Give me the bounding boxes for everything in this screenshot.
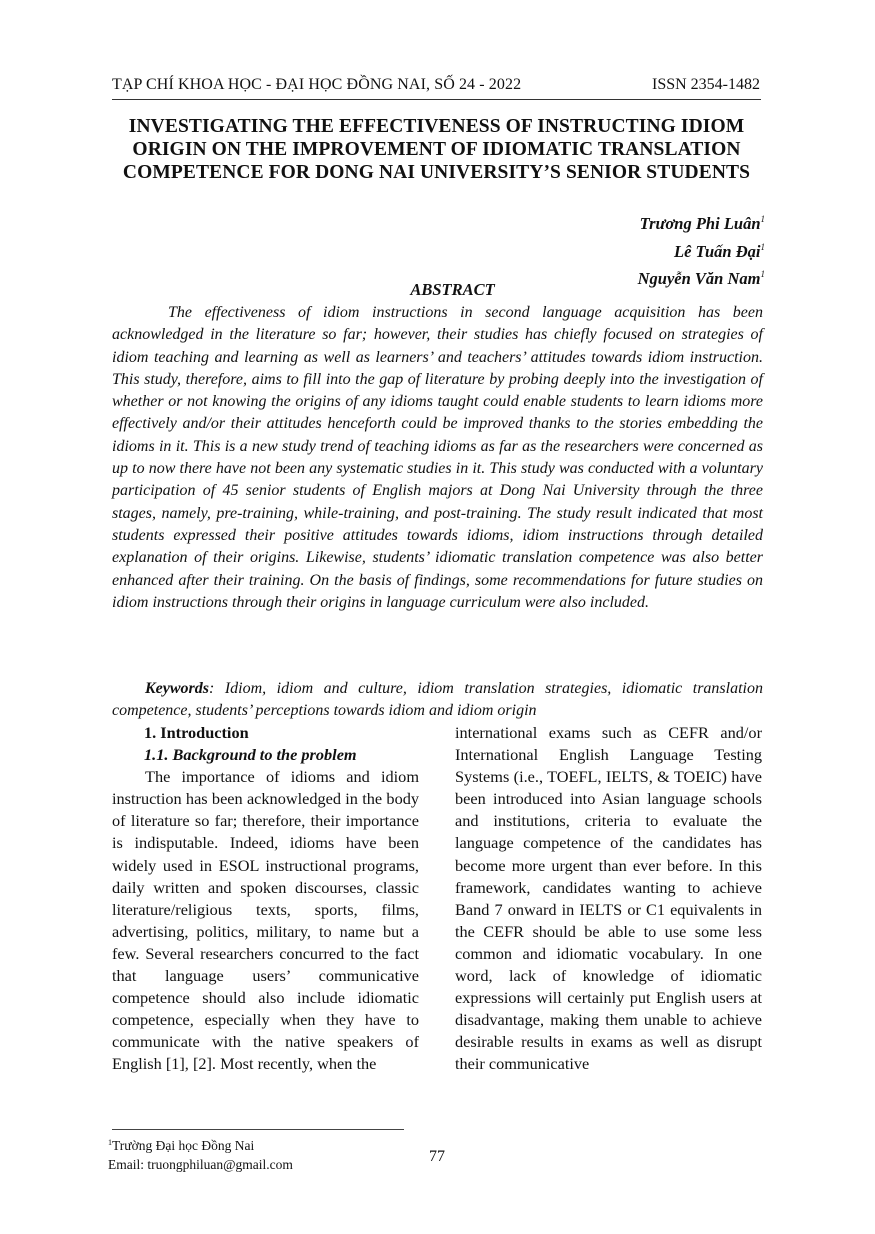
- header-divider: [112, 99, 761, 100]
- author-email: Email: truongphiluan@gmail.com: [108, 1157, 293, 1172]
- keywords-label: Keywords: [145, 680, 209, 697]
- body-paragraph-continued: international exams such as CEFR and/or International English Language Testing Systems (i.e., TOEFL, IELTS, & TOEIC) have been introduced into Asian language schools and institutions, criteria to evaluate the language competence of the candidates has become more urgent than ever before. In this framework, candidates wanting to achieve Band 7 onward in IELTS or C1 equivalents in the CEFR should be able to use some less common and idiomatic vocabulary. In one word, lack of knowledge of idiomatic expressions will certainly put English users at disadvantage, making them unable to achieve desirable results in exams as well as disrupt their communicative: [455, 723, 762, 1074]
- author-affiliation-mark: 1: [760, 269, 765, 279]
- abstract-heading: ABSTRACT: [410, 280, 495, 299]
- section-heading: 1. Introduction: [144, 723, 249, 742]
- journal-name: TẠP CHÍ KHOA HỌC - ĐẠI HỌC ĐỒNG NAI, SỐ 24 - 2022: [112, 76, 522, 93]
- running-header: [112, 76, 760, 100]
- body-column-left: [112, 722, 419, 1076]
- author: [638, 208, 765, 236]
- author-name: Lê Tuấn Đại: [674, 241, 761, 261]
- author-list: [638, 208, 765, 291]
- author-affiliation-mark: 1: [760, 241, 765, 252]
- footnote: [108, 1133, 293, 1174]
- body-column-right: [455, 722, 762, 1076]
- keywords-text: : Idiom, idiom and culture, idiom translation strategies, idiomatic translation competence, students’ perceptions towards idiom and idiom origin: [112, 680, 763, 719]
- footnote-mark: 1: [108, 1138, 112, 1147]
- subsection-heading: 1.1. Background to the problem: [144, 745, 357, 765]
- author: [638, 236, 765, 264]
- abstract-text: The effectiveness of idiom instructions in second language acquisition has been acknowledged in the literature so far; however, their studies has chiefly focused on strategies of idiom teaching and learning as well as learners’ and teachers’ attitudes towards idiom instruction. This study, therefore, aims to fill into the gap of literature by probing deeply into the investigation of whether or not knowing the origins of any idioms taught could enable students to learn idioms more effectively and/or their attitudes henceforth could be improved thanks to the stories embedding the idioms in it. This is a new study trend of teaching idioms as far as the researchers were concerned as up to now there have not been any systematic studies in it. This study was conducted with a voluntary participation of 45 senior students of English majors at Dong Nai University through the three stages, namely, pre-training, while-training, and post-training. The study result indicated that most students expressed their positive attitudes towards idioms, idiom instructions through detailed explanation of their origins. Likewise, students’ idiomatic translation competence was also better enhanced after their training. On the basis of findings, some recommendations for future studies on idiom instructions through their origins in language curriculum were also included.: [112, 304, 763, 611]
- affiliation-text: Trường Đại học Đồng Nai: [112, 1138, 255, 1153]
- issn: ISSN 2354-1482: [651, 76, 760, 93]
- keywords: [112, 678, 763, 722]
- body-paragraph: The importance of idioms and idiom instruction has been acknowledged in the body of literature so far; therefore, their importance is indisputable. Indeed, idioms have been widely used in ESOL instructional programs, daily written and spoken discourses, classic literature/religious texts, sports, films, advertising, politics, military, to name but a few. Several researchers concurred to the fact that language users’ communicative competence should also include idiomatic competence, especially when they have to communicate with the native speakers of English [1], [2]. Most recently, when the: [112, 767, 419, 1074]
- footnote-divider: [112, 1129, 404, 1130]
- author-affiliation-mark: 1: [760, 214, 765, 224]
- footnote-affiliation: [108, 1133, 293, 1155]
- page-number: 77: [429, 1148, 445, 1165]
- author-name: Nguyễn Văn Nam: [637, 269, 761, 288]
- author-name: Trương Phi Luân: [639, 214, 761, 233]
- paper-title: INVESTIGATING THE EFFECTIVENESS OF INSTRUCTING IDIOM ORIGIN ON THE IMPROVEMENT OF IDIOMATIC TRANSLATION COMPETENCE FOR DONG NAI UNIVERSITY’S SENIOR STUDENTS: [122, 116, 751, 183]
